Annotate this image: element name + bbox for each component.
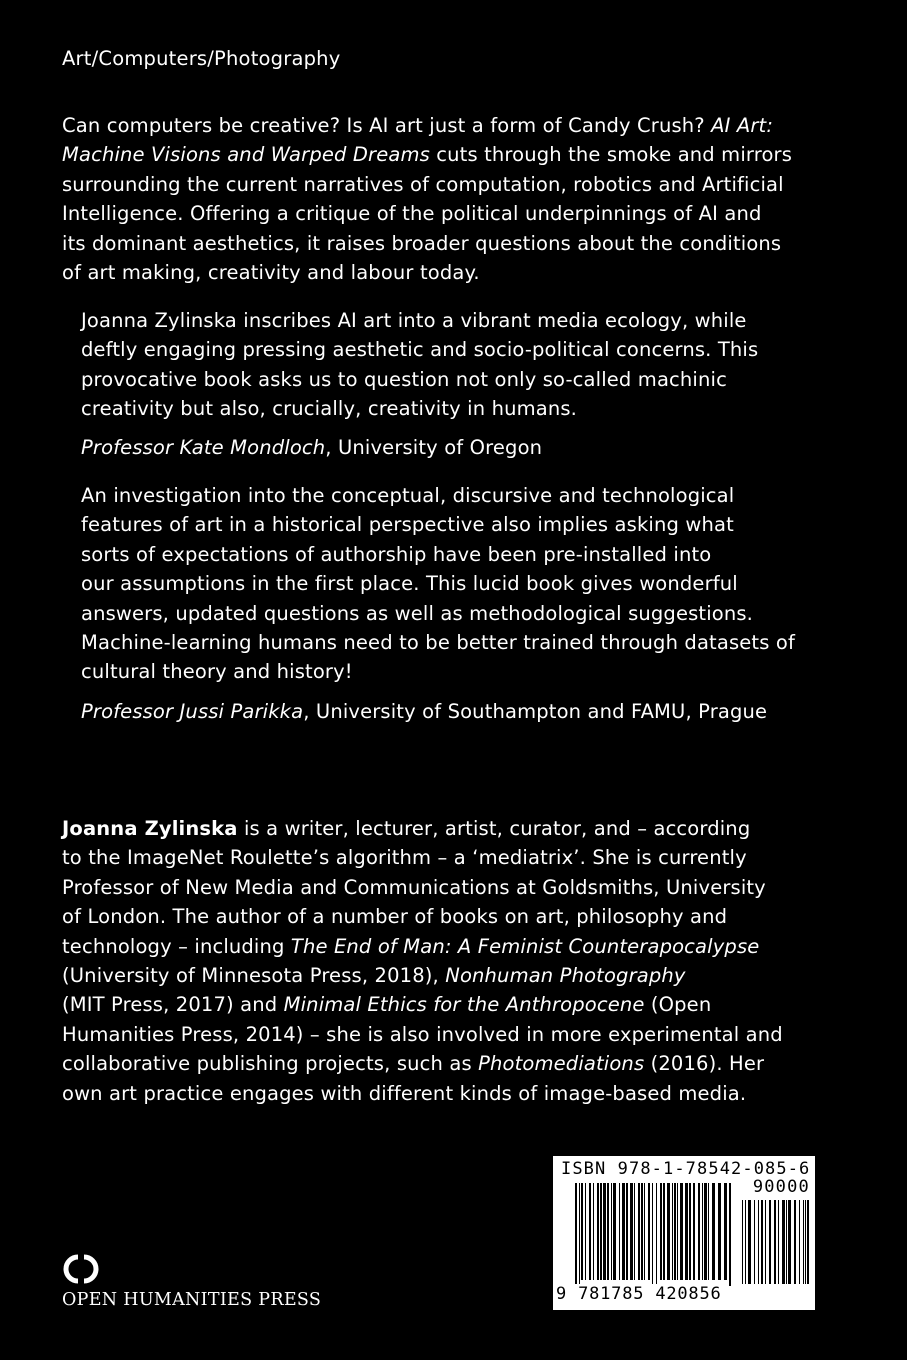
endorsement-attribution-1 xyxy=(81,433,542,462)
barcode-bar xyxy=(805,1200,806,1284)
barcode-bar xyxy=(648,1183,650,1280)
barcode-bar xyxy=(729,1183,731,1286)
barcode-bar xyxy=(718,1183,721,1280)
barcode-bar xyxy=(619,1183,620,1280)
barcode-bar xyxy=(748,1200,751,1284)
barcode-bar xyxy=(667,1183,670,1280)
bio-line: to the ImageNet Roulette’s algorithm – a ‘mediatrix’. She is currently xyxy=(62,846,747,870)
barcode-bar xyxy=(585,1183,586,1280)
barcode-bar xyxy=(626,1183,628,1280)
endorsement-quote-2 xyxy=(81,481,795,687)
bio-line: of London. The author of a number of books on art, philosophy and xyxy=(62,905,728,929)
endorser-name: Professor Jussi Parikka xyxy=(81,700,304,723)
barcode-bar xyxy=(685,1183,688,1280)
barcode-bar xyxy=(579,1183,580,1286)
barcode-bar xyxy=(672,1183,673,1280)
barcode-bar xyxy=(754,1200,755,1284)
bio-line: (Open xyxy=(644,993,712,1017)
book-title: Machine Visions and Warped Dreams xyxy=(62,143,430,167)
barcode-bar xyxy=(644,1183,645,1280)
barcode-bar xyxy=(603,1183,606,1280)
author-name: Joanna Zylinska xyxy=(62,817,238,840)
barcode-bar xyxy=(677,1183,678,1280)
barcode-bar xyxy=(589,1183,591,1280)
quote-line: sorts of expectations of authorship have been pre-installed into xyxy=(81,542,712,566)
barcode-bar xyxy=(634,1183,635,1280)
barcode-bar xyxy=(778,1200,779,1284)
barcode-bar xyxy=(660,1183,662,1280)
quote-line: deftly engaging pressing aesthetic and socio-political concerns. This xyxy=(81,338,759,362)
barcode-bar xyxy=(581,1183,583,1280)
bio-line: technology – including xyxy=(62,934,291,958)
bio-line: Professor of New Media and Communications at Goldsmiths, University xyxy=(62,875,766,899)
barcode-bar xyxy=(761,1200,763,1284)
bio-line: own art practice engages with different kinds of image-based media. xyxy=(62,1081,747,1105)
barcode-bar xyxy=(652,1183,653,1286)
barcode-bar xyxy=(613,1183,616,1280)
author-bio xyxy=(62,814,783,1108)
barcode-bar xyxy=(680,1183,683,1280)
barcode-bar xyxy=(786,1200,787,1284)
quote-line: provocative book asks us to question not only so-called machinic xyxy=(81,367,727,391)
barcode-bar xyxy=(607,1183,609,1280)
barcode-bar xyxy=(708,1183,709,1280)
endorser-name: Professor Kate Mondloch xyxy=(81,436,326,459)
intro-line: surrounding the current narratives of computation, robotics and Artificial xyxy=(62,172,784,196)
quote-line: answers, updated questions as well as methodological suggestions. xyxy=(81,601,754,625)
barcode-bar xyxy=(693,1183,695,1280)
barcode-bar xyxy=(702,1183,703,1280)
bio-line: (University of Minnesota Press, 2018), xyxy=(62,964,446,988)
barcode-bar xyxy=(638,1183,640,1280)
intro-line: Can computers be creative? Is AI art just a form of Candy Crush? xyxy=(62,114,712,137)
barcode-bar xyxy=(782,1200,785,1284)
barcode-bar xyxy=(712,1183,715,1280)
barcode-bar xyxy=(674,1183,676,1280)
barcode-bar xyxy=(611,1183,612,1280)
bio-line: (MIT Press, 2017) and xyxy=(62,993,284,1017)
barcode-bar xyxy=(575,1183,577,1286)
barcode-bar xyxy=(704,1183,707,1280)
open-humanities-press-logo-icon xyxy=(62,1254,102,1284)
barcode-bar xyxy=(774,1200,776,1284)
barcode-bar xyxy=(600,1183,602,1280)
barcode-bar xyxy=(630,1183,633,1280)
intro-line: its dominant aesthetics, it raises broader questions about the conditions xyxy=(62,231,782,255)
intro-line: cuts through the smoke and mirrors xyxy=(429,143,793,167)
quote-line: An investigation into the conceptual, discursive and technological xyxy=(81,484,735,507)
book-title: Photomediations xyxy=(478,1052,645,1076)
barcode-bar xyxy=(656,1183,657,1286)
barcode-bar xyxy=(742,1200,743,1284)
quote-line: Machine-learning humans need to be better trained through datasets of xyxy=(81,631,795,655)
quote-line: our assumptions in the first place. This lucid book gives wonderful xyxy=(81,572,738,596)
intro-line: Intelligence. Offering a critique of the political underpinnings of AI and xyxy=(62,202,762,226)
barcode-bar xyxy=(769,1200,771,1284)
book-title: Minimal Ethics for the Anthropocene xyxy=(283,993,645,1017)
barcode-bar xyxy=(724,1183,727,1280)
book-title: Nonhuman Photography xyxy=(445,964,686,988)
barcode-bar xyxy=(788,1200,791,1284)
barcode-bar xyxy=(698,1183,700,1280)
bio-line: Humanities Press, 2014) – she is also involved in more experimental and xyxy=(62,1022,783,1046)
barcode-bar xyxy=(641,1183,643,1280)
price-code: 90000 xyxy=(752,1177,810,1197)
barcode-bar xyxy=(597,1183,599,1280)
bio-line: is a writer, lecturer, artist, curator, and – according xyxy=(237,817,751,840)
quote-line: features of art in a historical perspective also implies asking what xyxy=(81,513,734,537)
intro-line: of art making, creativity and labour today. xyxy=(62,261,480,285)
book-title: The End of Man: A Feminist Counterapocalypse xyxy=(290,934,760,958)
isbn-barcode xyxy=(553,1156,815,1310)
bio-line: (2016). Her xyxy=(644,1052,765,1076)
book-title: AI Art: xyxy=(711,114,774,137)
barcode-bar xyxy=(799,1200,800,1284)
barcode-bar xyxy=(689,1183,691,1280)
quote-line: creativity but also, crucially, creativity in humans. xyxy=(81,397,578,421)
quote-line: cultural theory and history! xyxy=(81,660,353,684)
barcode-bar xyxy=(794,1200,796,1284)
barcode-bar xyxy=(593,1183,594,1280)
barcode-bar xyxy=(758,1200,759,1284)
barcode-bar xyxy=(803,1200,804,1284)
barcode-bar xyxy=(765,1200,766,1284)
isbn-number: ISBN 978-1-78542-085-6 xyxy=(561,1159,811,1179)
category-label: Art/Computers/Photography xyxy=(62,47,341,70)
quote-line: Joanna Zylinska inscribes AI art into a vibrant media ecology, while xyxy=(81,309,747,332)
bio-line: collaborative publishing projects, such as xyxy=(62,1052,479,1076)
barcode-bar xyxy=(663,1183,665,1280)
endorsement-quote-1 xyxy=(81,306,758,424)
barcode-bar xyxy=(807,1200,809,1284)
endorser-affiliation: , University of Southampton and FAMU, Prague xyxy=(303,700,768,723)
ean-digits: 9 781785 420856 xyxy=(556,1284,722,1304)
intro-paragraph xyxy=(62,111,792,287)
barcode-bar xyxy=(622,1183,625,1280)
publisher-name: OPEN HUMANITIES PRESS xyxy=(62,1290,322,1310)
endorser-affiliation: , University of Oregon xyxy=(325,436,543,459)
endorsement-attribution-2 xyxy=(81,697,767,726)
barcode-bar xyxy=(745,1200,746,1284)
